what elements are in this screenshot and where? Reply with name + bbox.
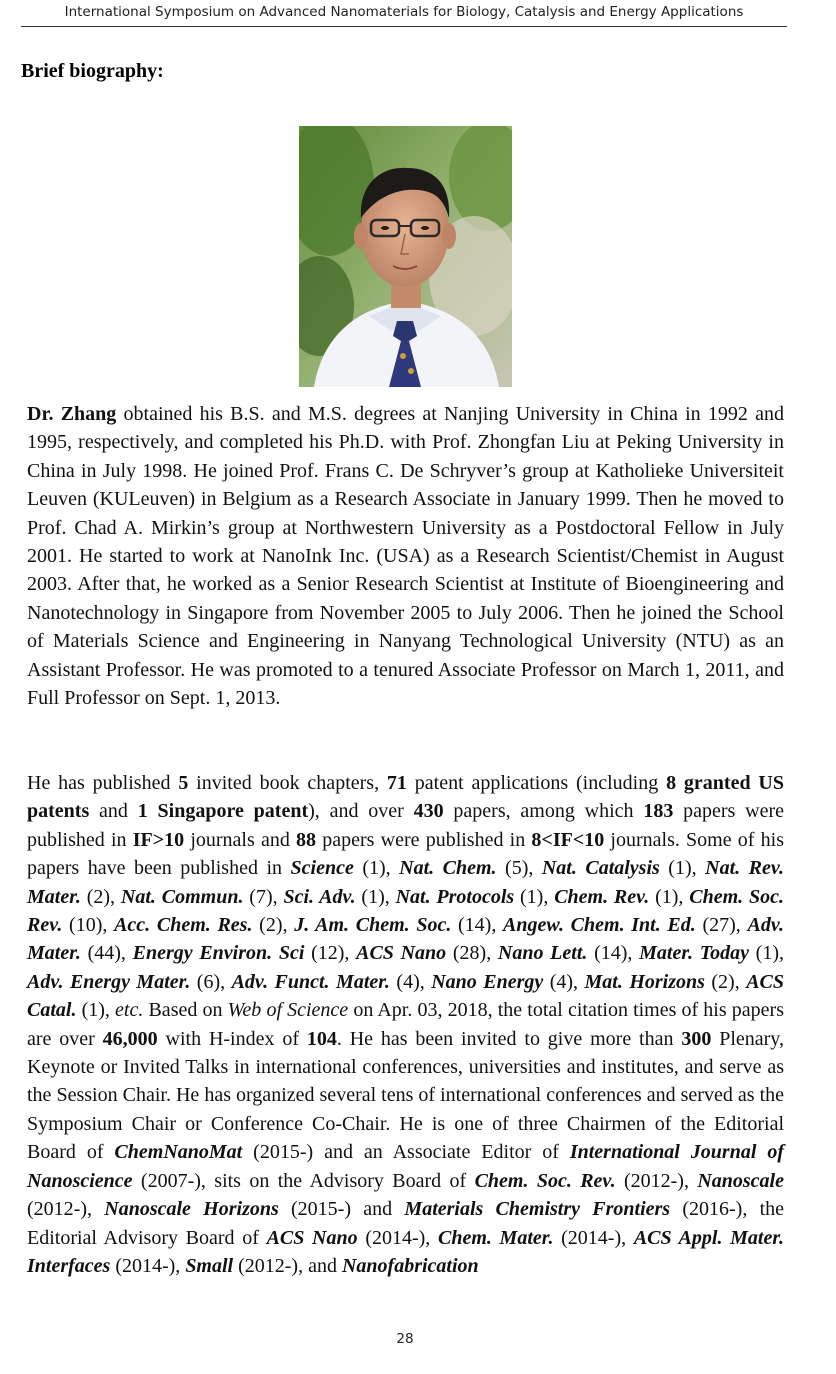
portrait-photo: [299, 126, 512, 387]
person-name: Dr. Zhang: [27, 403, 117, 425]
header-rule: [21, 26, 787, 27]
running-header: International Symposium on Advanced Nanomaterials for Biology, Catalysis and Energy Applications: [64, 4, 744, 20]
section-title: Brief biography:: [21, 60, 164, 82]
page-number: 28: [396, 1331, 414, 1347]
biography-paragraph-1: Dr. Zhang obtained his B.S. and M.S. degrees at Nanjing University in China in 1992 and 1995, respectively, and completed his Ph.D. with Prof. Zhongfan Liu at Peking University in China in July 1998. He joined Prof. Frans C. De Schryver’s group at Katholieke Universiteit Leuven (KULeuven) in Belgium as a Research Associate in January 1999. Then he moved to Prof. Chad A. Mirkin’s group at Northwestern University as a Postdoctoral Fellow in July 2001. He started to work at NanoInk Inc. (USA) as a Research Scientist/Chemist in August 2003. After that, he worked as a Senior Research Scientist at Institute of Bioengineering and Nanotechnology in Singapore from November 2005 to July 2006. Then he joined the School of Materials Science and Engineering in Nanyang Technological University (NTU) as an Assistant Professor. He was promoted to a tenured Associate Professor on March 1, 2011, and Full Professor on Sept. 1, 2013.: [27, 403, 784, 710]
biography-paragraph-2: He has published 5 invited book chapters, 71 patent applications (including 8 granted US patents and 1 Singapore patent), and over 430 papers, among which 183 papers were published in IF>10 journals and 88 papers were published in 8<IF<10 journals. Some of his papers have been published in Science (1), Nat. Chem. (5), Nat. Catalysis (1), Nat. Rev. Mater. (2), Nat. Commun. (7), Sci. Adv. (1), Nat. Protocols (1), Chem. Rev. (1), Chem. Soc. Rev. (10), Acc. Chem. Res. (2), J. Am. Chem. Soc. (14), Angew. Chem. Int. Ed. (27), Adv. Mater. (44), Energy Environ. Sci (12), ACS Nano (28), Nano Lett. (14), Mater. Today (1), Adv. Energy Mater. (6), Adv. Funct. Mater. (4), Nano Energy (4), Mat. Horizons (2), ACS Catal. (1), etc. Based on Web of Science on Apr. 03, 2018, the total citation times of his papers are over 46,000 with H-index of 104. He has been invited to give more than 300 Plenary, Keynote or Invited Talks in international conferences, universities and institutes, and serve as the Session Chair. He has organized several tens of international conferences and served as the Symposium Chair or Conference Co-Chair. He is one of three Chairmen of the Editorial Board of ChemNanoMat (2015-) and an Associate Editor of International Journal of Nanoscience (2007-), sits on the Advisory Board of Chem. Soc. Rev. (2012-), Nanoscale (2012-), Nanoscale Horizons (2015-) and Materials Chemistry Frontiers (2016-), the Editorial Advisory Board of ACS Nano (2014-), Chem. Mater. (2014-), ACS Appl. Mater. Interfaces (2014-), Small (2012-), and Nanofabrication: [27, 772, 785, 1277]
